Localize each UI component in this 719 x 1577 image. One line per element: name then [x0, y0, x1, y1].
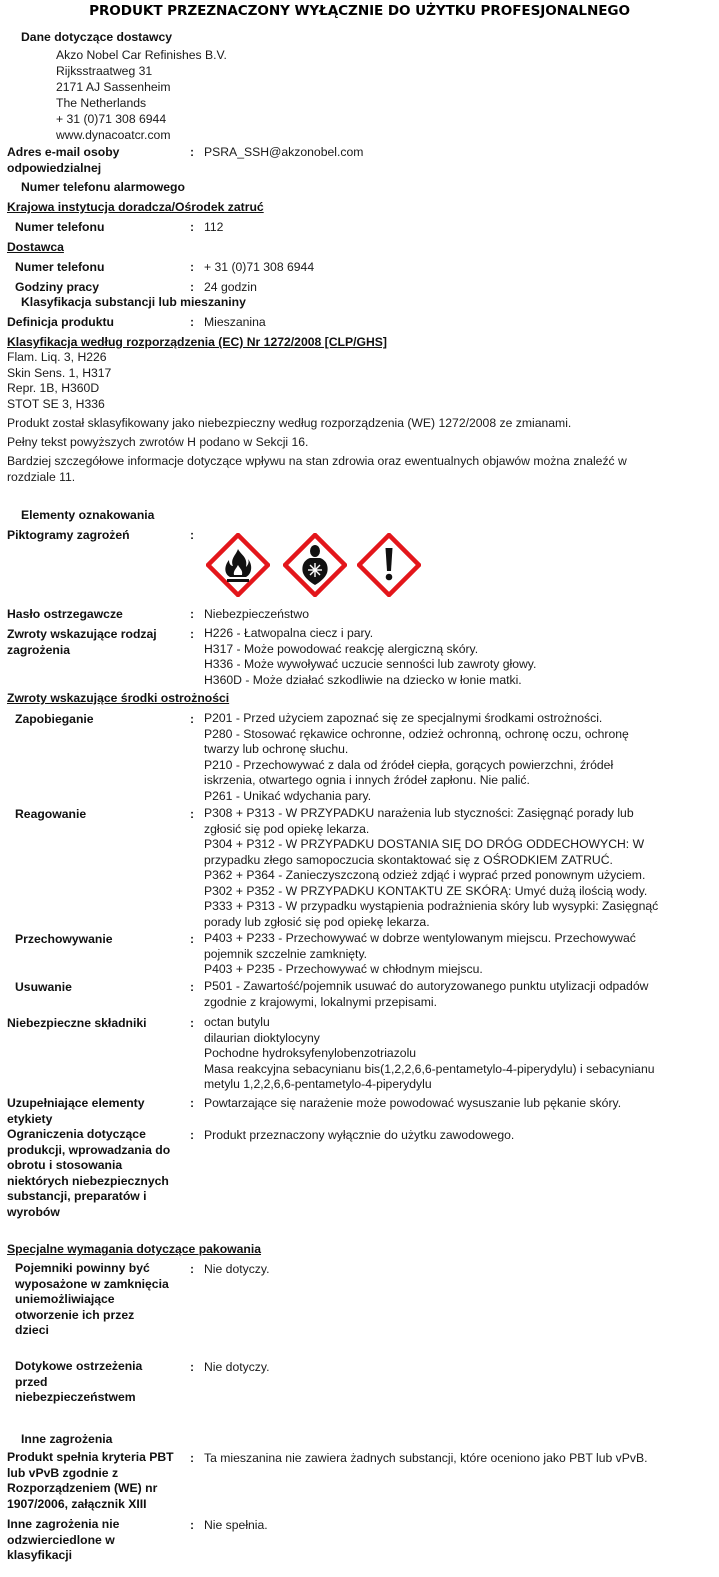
- hazard-statement: H360D - Może działać szkodliwie na dziecko w łonie matki.: [204, 672, 522, 687]
- health-hazard-pictogram-icon: [283, 533, 347, 597]
- disposal-line: P501 - Zawartość/pojemnik usuwać do autoryzowanego punktu utylizacji odpadów: [204, 979, 649, 993]
- response-line: zgłosić się pod opiekę lekarza.: [204, 821, 370, 836]
- page-title: PRODUKT PRZEZNACZONY WYŁĄCZNIE DO UŻYTKU PROFESJONALNEGO: [89, 3, 630, 19]
- classification-item: Repr. 1B, H360D: [7, 381, 100, 396]
- separator: :: [190, 315, 195, 329]
- other-hazards-value: Nie spełnia.: [204, 1518, 268, 1532]
- prevention-line: twarzy lub ochronę słuchu.: [204, 742, 349, 756]
- other-hazards-label: Inne zagrożenia nie odzwierciedlone w klasyfikacji: [7, 1517, 120, 1563]
- hazard-statements-list: [204, 626, 536, 688]
- supplier-phone-value: + 31 (0)71 308 6944: [204, 260, 315, 274]
- pictograms-label: Piktogramy zagrożeń: [7, 528, 130, 542]
- ingredient-line: Pochodne hydroksyfenylobenzotriazolu: [204, 1046, 417, 1060]
- other-hazards-heading: Inne zagrożenia: [21, 1432, 113, 1446]
- separator: :: [190, 980, 195, 994]
- disposal-label: Usuwanie: [15, 980, 72, 994]
- hours-label: Godziny pracy: [15, 280, 99, 294]
- classification-list: [7, 350, 111, 412]
- storage-line: P403 + P235 - Przechowywać w chłodnym miejscu.: [204, 962, 483, 976]
- separator: :: [190, 1451, 195, 1465]
- hazard-statement: H336 - Może wywoływać uczucie senności lub zawroty głowy.: [204, 657, 537, 671]
- separator: :: [190, 712, 195, 726]
- hazard-statements-label: Zwroty wskazujące rodzaj zagrożenia: [7, 627, 157, 657]
- hazard-statement: H317 - Może powodować reakcję alergiczną skóry.: [204, 641, 479, 656]
- signal-word-value: Niebezpieczeństwo: [204, 607, 310, 621]
- prevention-line: P261 - Unikać wdychania pary.: [204, 788, 372, 803]
- response-line: P362 + P364 - Zanieczyszczoną odzież zdjąć i wyprać przed ponownym użyciem.: [204, 868, 646, 882]
- address-line: Rijksstraatweg 31: [56, 63, 153, 78]
- classification-heading: Klasyfikacja substancji lub mieszaniny: [21, 295, 246, 309]
- separator: :: [190, 1096, 195, 1110]
- flame-pictogram-icon: [206, 533, 270, 597]
- child-resistant-value: Nie dotyczy.: [204, 1262, 270, 1276]
- separator: :: [190, 145, 195, 159]
- packaging-heading: Specjalne wymagania dotyczące pakowania: [7, 1242, 262, 1256]
- separator: :: [190, 280, 195, 294]
- response-line: porady lub zgłosić się pod opiekę lekarza.: [204, 914, 430, 929]
- separator: :: [190, 528, 195, 542]
- separator: :: [190, 1360, 195, 1374]
- address-line: www.dynacoatcr.com: [56, 127, 171, 142]
- classification-item: STOT SE 3, H336: [7, 396, 105, 411]
- disposal-list: [204, 979, 648, 1010]
- disposal-line: zgodnie z krajowymi, lokalnymi przepisami.: [204, 994, 437, 1009]
- ingredient-line: dilaurian dioktylocyny: [204, 1030, 320, 1045]
- prevention-label: Zapobieganie: [15, 712, 94, 726]
- storage-line: pojemnik szczelnie zamknięty.: [204, 946, 368, 961]
- address-line: + 31 (0)71 308 6944: [56, 111, 167, 126]
- supplemental-label: Uzupełniające elementy etykiety: [7, 1096, 145, 1126]
- classification-note: rozdziale 11.: [7, 470, 76, 484]
- separator: :: [190, 1016, 195, 1030]
- separator: :: [190, 1262, 195, 1276]
- ingredient-line: Masa reakcyjna sebacynianu bis(1,2,2,6,6-pentametylo-4-piperydylu) i sebacynianu: [204, 1061, 655, 1076]
- classification-item: Skin Sens. 1, H317: [7, 365, 112, 380]
- email-value[interactable]: PSRA_SSH@akzonobel.com: [204, 145, 364, 159]
- prevention-line: P210 - Przechowywać z dala od źródeł ciepła, gorących powierzchni, źródeł: [204, 757, 614, 772]
- national-phone-value: 112: [204, 220, 224, 234]
- separator: :: [190, 260, 195, 274]
- emergency-heading: Numer telefonu alarmowego: [21, 180, 185, 194]
- pbt-label: Produkt spełnia kryteria PBT lub vPvB zgodnie z Rozporządzeniem (WE) nr 1907/2006, załącznik XIII: [7, 1450, 174, 1511]
- separator: :: [190, 220, 195, 234]
- supplier-address: [56, 48, 227, 143]
- address-line: 2171 AJ Sassenheim: [56, 79, 171, 94]
- address-line: The Netherlands: [56, 95, 147, 110]
- response-line: P302 + P352 - W PRZYPADKU KONTAKTU ZE SKÓRĄ: Umyć dużą ilością wody.: [204, 883, 648, 898]
- national-center-heading: Krajowa instytucja doradcza/Ośrodek zatruć: [7, 200, 264, 214]
- separator: :: [190, 932, 195, 946]
- response-list: [204, 806, 658, 930]
- response-line: P304 + P312 - W PRZYPADKU DOSTANIA SIĘ DO DRÓG ODDECHOWYCH: W: [204, 837, 645, 851]
- separator: :: [190, 1128, 195, 1142]
- child-resistant-label: Pojemniki powinny być wyposażone w zamknięcia uniemożliwiające otworzenie ich przez dzieci: [15, 1261, 169, 1338]
- prevention-line: P201 - Przed użyciem zapoznać się ze specjalnymi środkami ostrożności.: [204, 711, 603, 725]
- restrictions-value: Produkt przeznaczony wyłącznie do użytku zawodowego.: [204, 1128, 515, 1142]
- precautionary-heading: Zwroty wskazujące środki ostrożności: [7, 691, 230, 705]
- tactile-warning-value: Nie dotyczy.: [204, 1360, 270, 1374]
- classification-note: Produkt został sklasyfikowany jako niebezpieczny według rozporządzenia (WE) 1272/2008 ze zmianami.: [7, 416, 572, 430]
- prevention-line: iskrzenia, otwartego ognia i innych źródeł zapłonu. Nie palić.: [204, 773, 530, 787]
- restrictions-label: Ograniczenia dotyczące produkcji, wprowadzania do obrotu i stosowania niektórych niebezpiecznych substancji, preparatów i wyrobów: [7, 1127, 171, 1219]
- product-definition-value: Mieszanina: [204, 315, 266, 329]
- response-line: P333 + P313 - W przypadku wystąpienia podrażnienia skóry lub wysypki: Zasięgnąć: [204, 899, 659, 913]
- prevention-line: P280 - Stosować rękawice ochronne, odzież ochronną, ochronę oczu, ochronę: [204, 726, 629, 741]
- email-label: Adres e-mail osoby odpowiedzialnej: [7, 145, 120, 175]
- pbt-value: Ta mieszanina nie zawiera żadnych substancji, które oceniono jako PBT lub vPvB.: [204, 1451, 648, 1465]
- response-label: Reagowanie: [15, 807, 87, 821]
- ingredient-line: octan butylu: [204, 1015, 270, 1029]
- separator: :: [190, 627, 195, 641]
- classification-item: Flam. Liq. 3, H226: [7, 350, 107, 364]
- classification-note: Bardziej szczegółowe informacje dotyczące wpływu na stan zdrowia oraz ewentualnych objawów można znaleźć w: [7, 454, 627, 468]
- storage-label: Przechowywanie: [15, 932, 113, 946]
- supplier-phone-label: Numer telefonu: [15, 260, 105, 274]
- tactile-warning-label: Dotykowe ostrzeżenia przed niebezpieczeństwem: [15, 1359, 143, 1405]
- prevention-list: [204, 711, 629, 804]
- hazard-statement: H226 - Łatwopalna ciecz i pary.: [204, 626, 374, 640]
- regulation-heading: Klasyfikacja według rozporządzenia (EC) Nr 1272/2008 [CLP/GHS]: [7, 335, 387, 349]
- ingredient-line: metylu 1,2,2,6,6-pentametylo-4-piperydylu: [204, 1077, 432, 1091]
- response-line: przypadku złego samopoczucia skontaktować się z OŚRODKIEM ZATRUĆ.: [204, 852, 613, 867]
- label-elements-heading: Elementy oznakowania: [21, 508, 155, 522]
- supplier-heading: Dane dotyczące dostawcy: [21, 30, 173, 44]
- product-definition-label: Definicja produktu: [7, 315, 114, 329]
- response-line: P308 + P313 - W PRZYPADKU narażenia lub styczności: Zasięgnąć porady lub: [204, 806, 634, 820]
- classification-note: Pełny tekst powyższych zwrotów H podano w Sekcji 16.: [7, 435, 309, 449]
- storage-line: P403 + P233 - Przechowywać w dobrze wentylowanym miejscu. Przechowywać: [204, 931, 636, 945]
- signal-word-label: Hasło ostrzegawcze: [7, 607, 123, 621]
- hazardous-ingredients-list: [204, 1015, 655, 1093]
- supplemental-value: Powtarzające się narażenie może powodować wysuszanie lub pękanie skóry.: [204, 1096, 622, 1110]
- address-line: Akzo Nobel Car Refinishes B.V.: [56, 48, 227, 62]
- separator: :: [190, 1518, 195, 1532]
- national-phone-label: Numer telefonu: [15, 220, 105, 234]
- hazardous-ingredients-label: Niebezpieczne składniki: [7, 1016, 147, 1030]
- hours-value: 24 godzin: [204, 280, 257, 294]
- supplier-contact-heading: Dostawca: [7, 240, 64, 254]
- separator: :: [190, 607, 195, 621]
- separator: :: [190, 807, 195, 821]
- storage-list: [204, 931, 636, 978]
- exclamation-mark-pictogram-icon: [357, 533, 421, 597]
